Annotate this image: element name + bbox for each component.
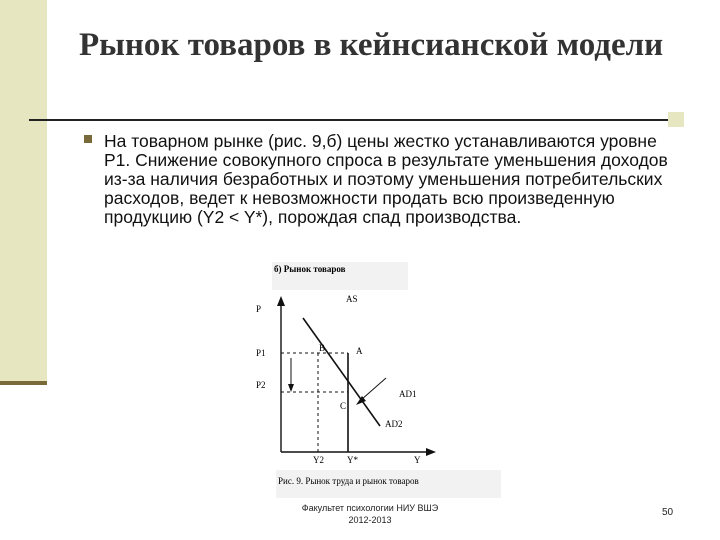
label-y: Y [414, 455, 421, 465]
price-drop-arrowhead [288, 384, 294, 392]
footer-line-2: 2012-2013 [348, 515, 392, 525]
page-number: 50 [662, 507, 674, 518]
label-p1: P1 [256, 348, 266, 358]
label-ad2: AD2 [385, 419, 403, 429]
demand-shift-arrow [361, 378, 386, 400]
label-c: C [340, 401, 347, 411]
label-as: AS [346, 294, 358, 304]
left-accent-marker [0, 381, 47, 385]
figure-caption: Рис. 9. Рынок труда и рынок товаров [278, 476, 419, 486]
bullet-marker [84, 135, 92, 143]
y-axis-arrow [426, 448, 436, 456]
label-y2: Y2 [313, 455, 324, 465]
slide-title: Рынок товаров в кейнсианской модели [79, 27, 664, 63]
goods-market-diagram [248, 258, 498, 498]
label-b: B [319, 343, 326, 353]
footer [290, 502, 450, 526]
label-p2: P2 [256, 380, 266, 390]
figure-title: б) Рынок товаров [274, 264, 346, 274]
footer-line-1: Факультет психологии НИУ ВШЭ [301, 503, 439, 513]
label-ad1: AD1 [399, 389, 417, 399]
title-underline [29, 119, 684, 121]
title-underline-end-block [668, 112, 684, 127]
label-ystar: Y* [347, 455, 358, 465]
left-accent-band [0, 0, 47, 383]
label-a: A [356, 346, 363, 356]
p-axis-arrow [277, 296, 285, 306]
label-p: P [256, 304, 262, 314]
body-paragraph: На товарном рынке (рис. 9,б) цены жестко устанавливаются уровне P1. Снижение совокупного спроса в результате уменьшения доходов из-за наличия безработных и поэтому уменьшения потребительских расходов, ведет к невозможности продать всю произведенную продукцию (Y2 < Y*), порождая спад производства. [104, 131, 668, 227]
